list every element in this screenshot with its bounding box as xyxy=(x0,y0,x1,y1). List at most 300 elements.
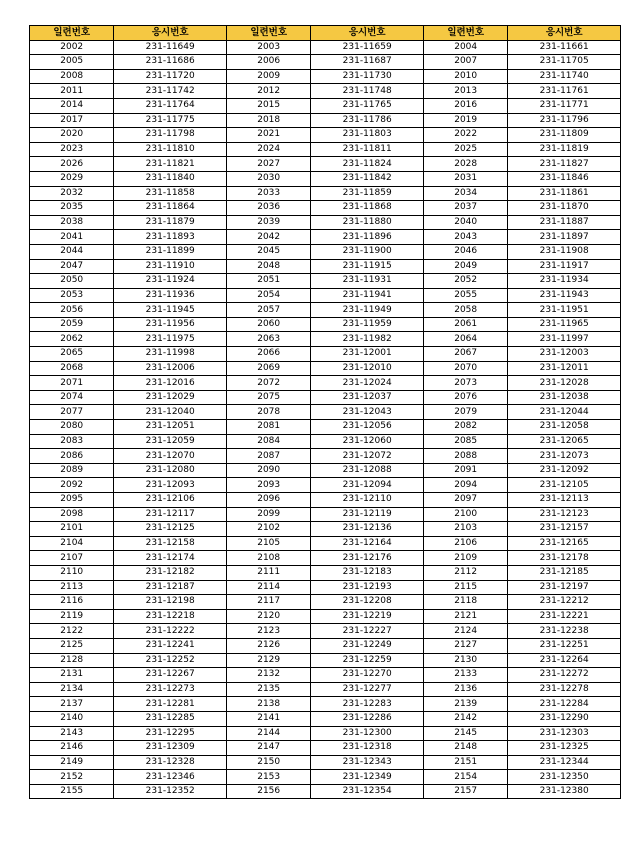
exam-number-cell: 231-11811 xyxy=(311,142,424,157)
document-page xyxy=(29,25,621,799)
table-row xyxy=(30,332,621,347)
exam-number-cell: 231-11742 xyxy=(114,84,227,99)
serial-number-cell: 2125 xyxy=(30,638,114,653)
serial-number-cell: 2092 xyxy=(30,478,114,493)
exam-number-cell: 231-12249 xyxy=(311,638,424,653)
serial-number-cell: 2149 xyxy=(30,755,114,770)
exam-number-cell: 231-12182 xyxy=(114,565,227,580)
header-serial-number: 일련번호 xyxy=(30,26,114,41)
serial-number-cell: 2043 xyxy=(423,230,507,245)
serial-number-cell: 2080 xyxy=(30,420,114,435)
table-row xyxy=(30,230,621,245)
serial-number-cell: 2064 xyxy=(423,332,507,347)
exam-number-cell: 231-11775 xyxy=(114,113,227,128)
serial-number-cell: 2075 xyxy=(226,390,310,405)
table-row xyxy=(30,711,621,726)
serial-number-cell: 2122 xyxy=(30,624,114,639)
exam-number-cell: 231-11998 xyxy=(114,347,227,362)
table-row xyxy=(30,580,621,595)
exam-number-cell: 231-11765 xyxy=(311,98,424,113)
exam-number-cell: 231-11945 xyxy=(114,303,227,318)
exam-number-cell: 231-11824 xyxy=(311,157,424,172)
serial-number-cell: 2072 xyxy=(226,376,310,391)
exam-number-cell: 231-11821 xyxy=(114,157,227,172)
exam-number-cell: 231-12349 xyxy=(311,770,424,785)
exam-number-cell: 231-12176 xyxy=(311,551,424,566)
exam-number-cell: 231-12010 xyxy=(311,361,424,376)
exam-number-cell: 231-12093 xyxy=(114,478,227,493)
serial-number-cell: 2049 xyxy=(423,259,507,274)
serial-number-cell: 2058 xyxy=(423,303,507,318)
table-row xyxy=(30,653,621,668)
exam-number-cell: 231-12241 xyxy=(114,638,227,653)
serial-number-cell: 2153 xyxy=(226,770,310,785)
table-row xyxy=(30,347,621,362)
serial-number-cell: 2155 xyxy=(30,784,114,799)
serial-number-cell: 2148 xyxy=(423,741,507,756)
exam-number-cell: 231-12058 xyxy=(508,420,621,435)
exam-number-cell: 231-12003 xyxy=(508,347,621,362)
table-row xyxy=(30,638,621,653)
table-row xyxy=(30,726,621,741)
exam-number-cell: 231-12218 xyxy=(114,609,227,624)
exam-number-cell: 231-11943 xyxy=(508,288,621,303)
serial-number-cell: 2086 xyxy=(30,449,114,464)
exam-number-cell: 231-12354 xyxy=(311,784,424,799)
exam-number-cell: 231-12286 xyxy=(311,711,424,726)
exam-number-cell: 231-11910 xyxy=(114,259,227,274)
table-row xyxy=(30,624,621,639)
serial-number-cell: 2036 xyxy=(226,201,310,216)
exam-number-cell: 231-12157 xyxy=(508,522,621,537)
exam-number-cell: 231-11740 xyxy=(508,69,621,84)
exam-number-cell: 231-12028 xyxy=(508,376,621,391)
table-header-row xyxy=(30,26,621,41)
serial-number-cell: 2042 xyxy=(226,230,310,245)
serial-number-cell: 2123 xyxy=(226,624,310,639)
table-row xyxy=(30,55,621,70)
serial-number-cell: 2067 xyxy=(423,347,507,362)
exam-number-cell: 231-11809 xyxy=(508,128,621,143)
serial-number-cell: 2096 xyxy=(226,493,310,508)
serial-number-cell: 2066 xyxy=(226,347,310,362)
serial-number-cell: 2095 xyxy=(30,493,114,508)
serial-number-cell: 2127 xyxy=(423,638,507,653)
serial-number-cell: 2076 xyxy=(423,390,507,405)
serial-number-cell: 2103 xyxy=(423,522,507,537)
serial-number-cell: 2028 xyxy=(423,157,507,172)
serial-number-cell: 2008 xyxy=(30,69,114,84)
serial-number-cell: 2082 xyxy=(423,420,507,435)
exam-number-cell: 231-12113 xyxy=(508,493,621,508)
serial-number-cell: 2044 xyxy=(30,244,114,259)
exam-number-cell: 231-12094 xyxy=(311,478,424,493)
exam-number-cell: 231-12197 xyxy=(508,580,621,595)
serial-number-cell: 2038 xyxy=(30,215,114,230)
serial-number-cell: 2040 xyxy=(423,215,507,230)
serial-number-cell: 2114 xyxy=(226,580,310,595)
serial-number-cell: 2156 xyxy=(226,784,310,799)
table-row xyxy=(30,317,621,332)
header-serial-number: 일련번호 xyxy=(226,26,310,41)
exam-number-cell: 231-12038 xyxy=(508,390,621,405)
exam-number-cell: 231-11917 xyxy=(508,259,621,274)
exam-number-cell: 231-11924 xyxy=(114,274,227,289)
exam-number-cell: 231-12344 xyxy=(508,755,621,770)
serial-number-cell: 2111 xyxy=(226,565,310,580)
exam-number-cell: 231-12303 xyxy=(508,726,621,741)
serial-number-cell: 2005 xyxy=(30,55,114,70)
serial-number-cell: 2069 xyxy=(226,361,310,376)
serial-number-cell: 2041 xyxy=(30,230,114,245)
serial-number-cell: 2039 xyxy=(226,215,310,230)
serial-number-cell: 2053 xyxy=(30,288,114,303)
serial-number-cell: 2035 xyxy=(30,201,114,216)
serial-number-cell: 2137 xyxy=(30,697,114,712)
exam-number-cell: 231-11956 xyxy=(114,317,227,332)
serial-number-cell: 2142 xyxy=(423,711,507,726)
serial-number-cell: 2152 xyxy=(30,770,114,785)
serial-number-cell: 2134 xyxy=(30,682,114,697)
serial-number-cell: 2088 xyxy=(423,449,507,464)
table-row xyxy=(30,784,621,799)
exam-number-cell: 231-12044 xyxy=(508,405,621,420)
serial-number-cell: 2014 xyxy=(30,98,114,113)
serial-number-cell: 2135 xyxy=(226,682,310,697)
exam-number-cell: 231-11959 xyxy=(311,317,424,332)
serial-number-cell: 2154 xyxy=(423,770,507,785)
exam-number-cell: 231-12290 xyxy=(508,711,621,726)
exam-number-cell: 231-12024 xyxy=(311,376,424,391)
serial-number-cell: 2030 xyxy=(226,171,310,186)
exam-number-cell: 231-12219 xyxy=(311,609,424,624)
exam-number-cell: 231-12174 xyxy=(114,551,227,566)
serial-number-cell: 2144 xyxy=(226,726,310,741)
exam-number-cell: 231-12283 xyxy=(311,697,424,712)
serial-number-cell: 2070 xyxy=(423,361,507,376)
exam-number-cell: 231-11858 xyxy=(114,186,227,201)
table-row xyxy=(30,697,621,712)
serial-number-cell: 2101 xyxy=(30,522,114,537)
exam-number-cell: 231-11915 xyxy=(311,259,424,274)
serial-number-cell: 2131 xyxy=(30,668,114,683)
exam-number-cell: 231-11887 xyxy=(508,215,621,230)
serial-number-cell: 2133 xyxy=(423,668,507,683)
exam-number-cell: 231-12380 xyxy=(508,784,621,799)
table-row xyxy=(30,113,621,128)
table-row xyxy=(30,215,621,230)
serial-number-cell: 2031 xyxy=(423,171,507,186)
table-row xyxy=(30,463,621,478)
serial-number-cell: 2093 xyxy=(226,478,310,493)
exam-number-cell: 231-12056 xyxy=(311,420,424,435)
exam-number-cell: 231-12284 xyxy=(508,697,621,712)
exam-number-cell: 231-12185 xyxy=(508,565,621,580)
serial-number-cell: 2104 xyxy=(30,536,114,551)
exam-number-cell: 231-11864 xyxy=(114,201,227,216)
exam-number-cell: 231-11893 xyxy=(114,230,227,245)
table-row xyxy=(30,157,621,172)
serial-number-cell: 2062 xyxy=(30,332,114,347)
serial-number-cell: 2121 xyxy=(423,609,507,624)
serial-number-cell: 2078 xyxy=(226,405,310,420)
serial-number-cell: 2105 xyxy=(226,536,310,551)
table-row xyxy=(30,288,621,303)
exam-number-cell: 231-11861 xyxy=(508,186,621,201)
serial-number-cell: 2097 xyxy=(423,493,507,508)
serial-number-cell: 2029 xyxy=(30,171,114,186)
serial-number-cell: 2018 xyxy=(226,113,310,128)
exam-number-cell: 231-12029 xyxy=(114,390,227,405)
table-row xyxy=(30,522,621,537)
serial-number-cell: 2045 xyxy=(226,244,310,259)
table-row xyxy=(30,536,621,551)
serial-number-cell: 2033 xyxy=(226,186,310,201)
serial-number-cell: 2145 xyxy=(423,726,507,741)
serial-number-cell: 2026 xyxy=(30,157,114,172)
table-row xyxy=(30,390,621,405)
table-row xyxy=(30,493,621,508)
exam-number-cell: 231-12270 xyxy=(311,668,424,683)
serial-number-cell: 2065 xyxy=(30,347,114,362)
table-row xyxy=(30,171,621,186)
serial-number-cell: 2094 xyxy=(423,478,507,493)
serial-number-cell: 2110 xyxy=(30,565,114,580)
exam-number-cell: 231-11934 xyxy=(508,274,621,289)
exam-number-cell: 231-11659 xyxy=(311,40,424,55)
serial-number-cell: 2100 xyxy=(423,507,507,522)
exam-number-cell: 231-12328 xyxy=(114,755,227,770)
serial-number-cell: 2091 xyxy=(423,463,507,478)
exam-number-cell: 231-11686 xyxy=(114,55,227,70)
table-row xyxy=(30,770,621,785)
exam-number-cell: 231-11810 xyxy=(114,142,227,157)
serial-number-cell: 2016 xyxy=(423,98,507,113)
exam-number-cell: 231-12072 xyxy=(311,449,424,464)
serial-number-cell: 2009 xyxy=(226,69,310,84)
exam-number-cell: 231-12164 xyxy=(311,536,424,551)
table-row xyxy=(30,361,621,376)
exam-number-cell: 231-11748 xyxy=(311,84,424,99)
exam-number-cell: 231-12267 xyxy=(114,668,227,683)
table-row xyxy=(30,259,621,274)
serial-number-cell: 2013 xyxy=(423,84,507,99)
exam-number-cell: 231-12059 xyxy=(114,434,227,449)
table-row xyxy=(30,478,621,493)
serial-number-cell: 2099 xyxy=(226,507,310,522)
table-row xyxy=(30,682,621,697)
exam-number-cell: 231-12346 xyxy=(114,770,227,785)
exam-number-cell: 231-12193 xyxy=(311,580,424,595)
serial-number-cell: 2102 xyxy=(226,522,310,537)
exam-number-cell: 231-12073 xyxy=(508,449,621,464)
table-row xyxy=(30,98,621,113)
serial-number-cell: 2003 xyxy=(226,40,310,55)
exam-number-cell: 231-12001 xyxy=(311,347,424,362)
exam-number-cell: 231-11661 xyxy=(508,40,621,55)
exam-number-cell: 231-11936 xyxy=(114,288,227,303)
exam-number-cell: 231-12227 xyxy=(311,624,424,639)
exam-number-cell: 231-12285 xyxy=(114,711,227,726)
serial-number-cell: 2052 xyxy=(423,274,507,289)
exam-number-cell: 231-12278 xyxy=(508,682,621,697)
exam-number-cell: 231-12277 xyxy=(311,682,424,697)
exam-number-cell: 231-11771 xyxy=(508,98,621,113)
serial-number-cell: 2116 xyxy=(30,595,114,610)
exam-number-cell: 231-12350 xyxy=(508,770,621,785)
table-row xyxy=(30,376,621,391)
serial-number-cell: 2073 xyxy=(423,376,507,391)
serial-number-cell: 2022 xyxy=(423,128,507,143)
exam-number-cell: 231-12119 xyxy=(311,507,424,522)
serial-number-cell: 2024 xyxy=(226,142,310,157)
serial-number-cell: 2046 xyxy=(423,244,507,259)
exam-number-cell: 231-12325 xyxy=(508,741,621,756)
exam-number-cell: 231-12080 xyxy=(114,463,227,478)
exam-number-cell: 231-12198 xyxy=(114,595,227,610)
table-row xyxy=(30,244,621,259)
serial-number-cell: 2138 xyxy=(226,697,310,712)
exam-number-cell: 231-12295 xyxy=(114,726,227,741)
exam-number-cell: 231-11842 xyxy=(311,171,424,186)
exam-number-cell: 231-12187 xyxy=(114,580,227,595)
exam-number-cell: 231-12092 xyxy=(508,463,621,478)
exam-number-cell: 231-12259 xyxy=(311,653,424,668)
serial-number-cell: 2032 xyxy=(30,186,114,201)
exam-number-cell: 231-12123 xyxy=(508,507,621,522)
serial-number-cell: 2002 xyxy=(30,40,114,55)
table-row xyxy=(30,69,621,84)
serial-number-cell: 2025 xyxy=(423,142,507,157)
serial-number-cell: 2047 xyxy=(30,259,114,274)
serial-number-cell: 2132 xyxy=(226,668,310,683)
table-row xyxy=(30,565,621,580)
table-row xyxy=(30,274,621,289)
table-row xyxy=(30,84,621,99)
serial-number-cell: 2129 xyxy=(226,653,310,668)
exam-number-cell: 231-11951 xyxy=(508,303,621,318)
serial-number-cell: 2109 xyxy=(423,551,507,566)
serial-number-cell: 2050 xyxy=(30,274,114,289)
exam-number-cell: 231-12043 xyxy=(311,405,424,420)
exam-number-cell: 231-11897 xyxy=(508,230,621,245)
exam-number-cell: 231-12060 xyxy=(311,434,424,449)
exam-number-cell: 231-12264 xyxy=(508,653,621,668)
serial-number-cell: 2085 xyxy=(423,434,507,449)
serial-number-cell: 2098 xyxy=(30,507,114,522)
exam-number-cell: 231-12016 xyxy=(114,376,227,391)
table-row xyxy=(30,595,621,610)
serial-number-cell: 2141 xyxy=(226,711,310,726)
serial-number-cell: 2019 xyxy=(423,113,507,128)
serial-number-cell: 2012 xyxy=(226,84,310,99)
serial-number-cell: 2071 xyxy=(30,376,114,391)
table-body xyxy=(30,40,621,799)
exam-number-cell: 231-12088 xyxy=(311,463,424,478)
serial-number-cell: 2059 xyxy=(30,317,114,332)
table-row xyxy=(30,668,621,683)
exam-number-cell: 231-12183 xyxy=(311,565,424,580)
serial-number-cell: 2112 xyxy=(423,565,507,580)
exam-number-cell: 231-12309 xyxy=(114,741,227,756)
exam-number-cell: 231-12352 xyxy=(114,784,227,799)
exam-number-cell: 231-12110 xyxy=(311,493,424,508)
serial-number-cell: 2087 xyxy=(226,449,310,464)
exam-number-cell: 231-12165 xyxy=(508,536,621,551)
exam-number-cell: 231-12252 xyxy=(114,653,227,668)
serial-number-cell: 2084 xyxy=(226,434,310,449)
serial-number-cell: 2113 xyxy=(30,580,114,595)
table-row xyxy=(30,405,621,420)
exam-number-cell: 231-11997 xyxy=(508,332,621,347)
serial-number-cell: 2151 xyxy=(423,755,507,770)
exam-number-cell: 231-12117 xyxy=(114,507,227,522)
serial-number-cell: 2090 xyxy=(226,463,310,478)
exam-number-cell: 231-12136 xyxy=(311,522,424,537)
serial-number-cell: 2010 xyxy=(423,69,507,84)
table-row xyxy=(30,741,621,756)
serial-number-cell: 2146 xyxy=(30,741,114,756)
exam-number-cell: 231-11649 xyxy=(114,40,227,55)
exam-number-cell: 231-12158 xyxy=(114,536,227,551)
exam-number-cell: 231-11786 xyxy=(311,113,424,128)
exam-number-cell: 231-11687 xyxy=(311,55,424,70)
serial-number-cell: 2051 xyxy=(226,274,310,289)
exam-number-cell: 231-12222 xyxy=(114,624,227,639)
serial-number-cell: 2068 xyxy=(30,361,114,376)
exam-number-cell: 231-12221 xyxy=(508,609,621,624)
serial-number-cell: 2017 xyxy=(30,113,114,128)
serial-number-cell: 2061 xyxy=(423,317,507,332)
exam-number-cell: 231-11965 xyxy=(508,317,621,332)
exam-number-cell: 231-12065 xyxy=(508,434,621,449)
exam-number-cell: 231-11859 xyxy=(311,186,424,201)
serial-number-cell: 2056 xyxy=(30,303,114,318)
exam-number-cell: 231-11931 xyxy=(311,274,424,289)
table-row xyxy=(30,128,621,143)
serial-number-cell: 2057 xyxy=(226,303,310,318)
serial-number-cell: 2048 xyxy=(226,259,310,274)
exam-number-cell: 231-11900 xyxy=(311,244,424,259)
header-serial-number: 일련번호 xyxy=(423,26,507,41)
exam-number-cell: 231-12011 xyxy=(508,361,621,376)
exam-number-cell: 231-11908 xyxy=(508,244,621,259)
exam-number-cell: 231-11899 xyxy=(114,244,227,259)
serial-number-cell: 2147 xyxy=(226,741,310,756)
serial-number-cell: 2107 xyxy=(30,551,114,566)
exam-number-cell: 231-12208 xyxy=(311,595,424,610)
serial-number-cell: 2128 xyxy=(30,653,114,668)
exam-number-cell: 231-11764 xyxy=(114,98,227,113)
serial-number-cell: 2081 xyxy=(226,420,310,435)
exam-number-cell: 231-11949 xyxy=(311,303,424,318)
table-row xyxy=(30,755,621,770)
exam-number-cell: 231-11720 xyxy=(114,69,227,84)
exam-number-cell: 231-11819 xyxy=(508,142,621,157)
serial-number-cell: 2150 xyxy=(226,755,310,770)
serial-number-cell: 2077 xyxy=(30,405,114,420)
table-row xyxy=(30,303,621,318)
serial-number-cell: 2126 xyxy=(226,638,310,653)
serial-number-cell: 2136 xyxy=(423,682,507,697)
serial-number-cell: 2006 xyxy=(226,55,310,70)
exam-number-cell: 231-12105 xyxy=(508,478,621,493)
exam-number-cell: 231-12300 xyxy=(311,726,424,741)
table-row xyxy=(30,507,621,522)
serial-number-cell: 2118 xyxy=(423,595,507,610)
exam-number-cell: 231-11868 xyxy=(311,201,424,216)
serial-number-cell: 2060 xyxy=(226,317,310,332)
